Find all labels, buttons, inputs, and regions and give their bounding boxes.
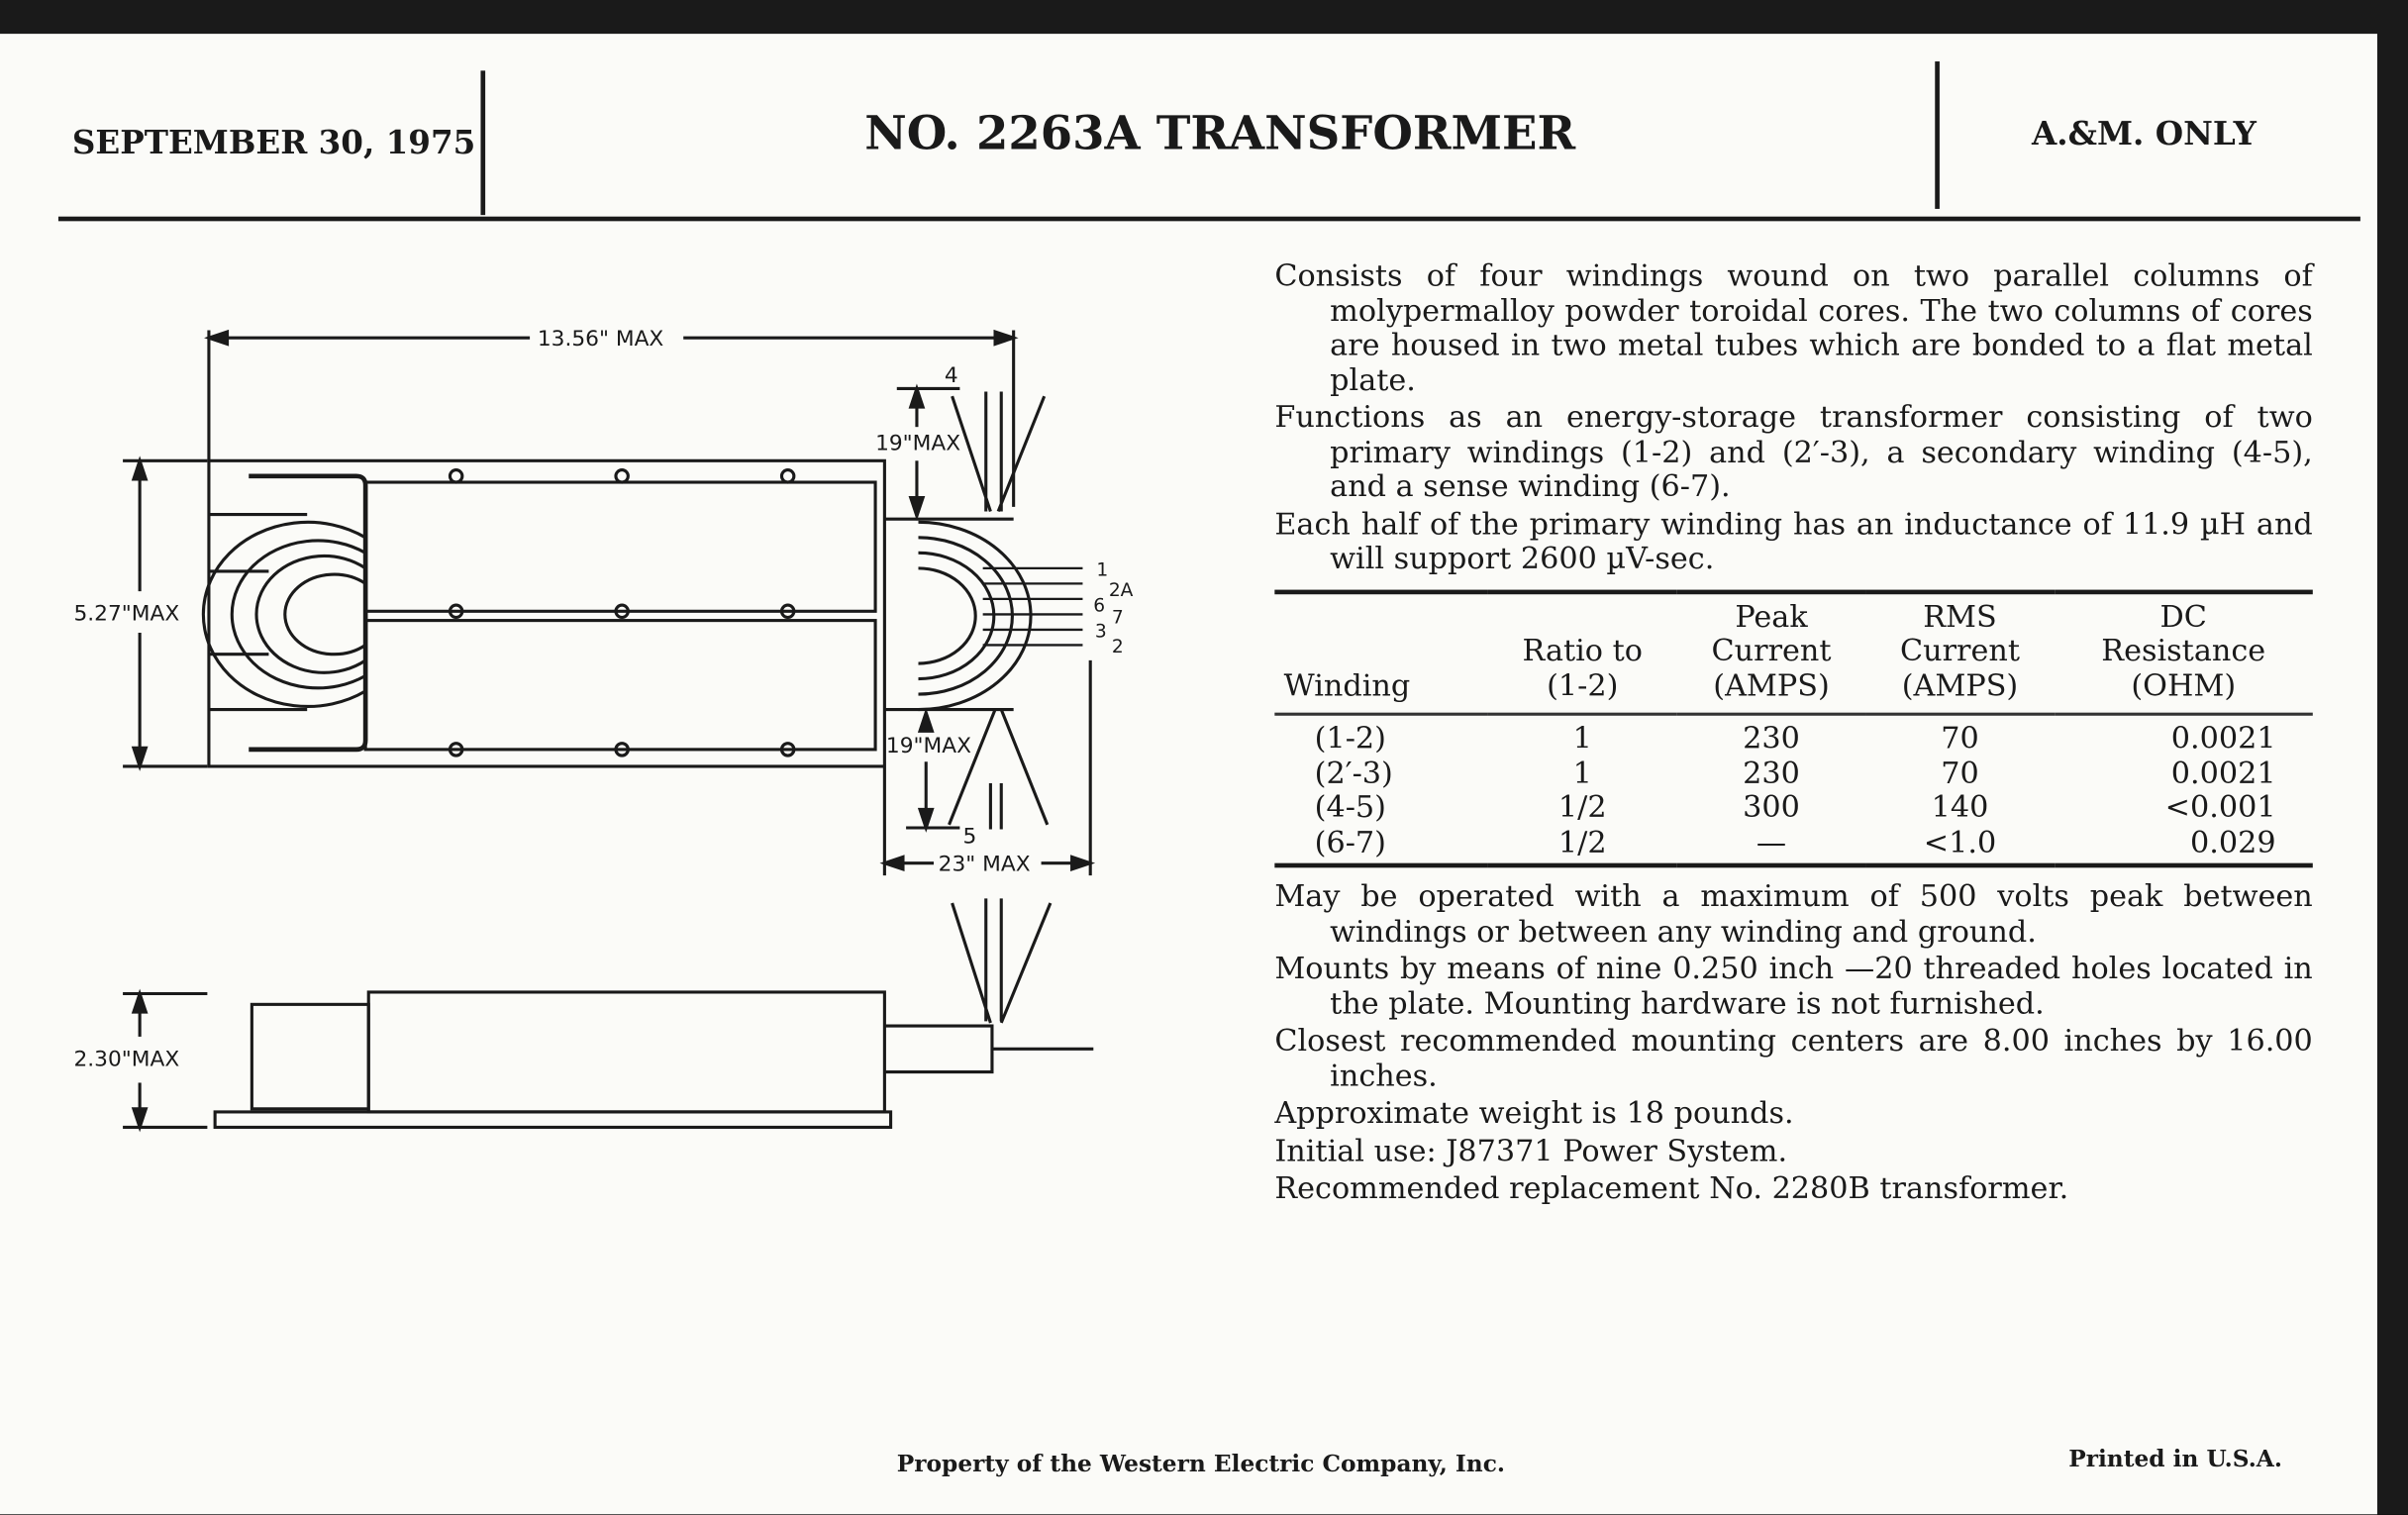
height-dimension: 2.30"MAX [73, 1047, 180, 1072]
terminal-label: 7 [1111, 607, 1124, 629]
table-cell: 140 [1931, 789, 1989, 825]
column-header: Peak Current (AMPS) [1677, 591, 1865, 714]
note-paragraph: Approximate weight is 18 pounds. [1274, 1094, 1794, 1131]
table-cell: 70 [1941, 720, 1979, 757]
table-cell: 0.0021 [2170, 755, 2276, 790]
terminal-label: 1 [1096, 559, 1109, 581]
terminal-label: 5 [962, 824, 977, 850]
terminal-label: 3 [1094, 621, 1107, 643]
restriction-label: A.&M. ONLY [2031, 113, 2257, 152]
page-title: NO. 2263A TRANSFORMER [864, 107, 1576, 161]
note-paragraph: Mounts by means of nine 0.250 inch —20 threaded holes located in the plate. Mounting hardware is not furnished. [1274, 951, 2313, 1021]
table-row [1274, 757, 2312, 791]
note-paragraph: Initial use: J87371 Power System. [1274, 1132, 1788, 1168]
table-row [1274, 791, 2312, 826]
table-header-row [1274, 591, 2312, 714]
length-dimension: 13.56" MAX [537, 326, 664, 352]
table-cell: 300 [1743, 789, 1800, 825]
winding-table [1274, 589, 2312, 868]
table-cell: — [1756, 824, 1787, 859]
table-cell: 1/2 [1557, 789, 1607, 825]
table-cell: 1/2 [1557, 824, 1607, 859]
description-paragraph: Each half of the primary winding has an inductance of 11.9 µH and will support 2600 µV-sec. [1274, 506, 2313, 576]
header-divider [1935, 61, 1940, 209]
description-paragraph: Functions as an energy-storage transformer consisting of two primary windings (1-2) and (2′-3), a secondary winding (4-5), and a sense winding (6-7). [1274, 399, 2313, 504]
table-cell: 0.029 [2189, 824, 2276, 859]
note-paragraph: Recommended replacement No. 2280B transformer. [1274, 1169, 2069, 1206]
column-header: Ratio to (1-2) [1488, 591, 1677, 714]
date: SEPTEMBER 30, 1975 [71, 123, 476, 161]
terminal-label: 6 [1093, 595, 1106, 617]
top-lead-dimension: 19"MAX [875, 431, 961, 456]
table-cell: 1 [1572, 720, 1592, 757]
note-paragraph: Closest recommended mounting centers are 8.00 inches by 16.00 inches. [1274, 1022, 2313, 1093]
bottom-lead-dimension: 19"MAX [885, 733, 971, 758]
transformer-drawing [0, 0, 1229, 1229]
description-paragraph: Consists of four windings wound on two parallel columns of molypermalloy powder toroidal cores. The two columns of cores are housed in two metal tubes which are bonded to a flat metal plate. [1274, 257, 2313, 397]
table-cell: 230 [1743, 720, 1800, 757]
column-header: DC Resistance (OHM) [2055, 591, 2313, 714]
table-cell: 0.0021 [2170, 720, 2276, 757]
table-cell: 1 [1572, 755, 1592, 790]
terminal-label: 2 [1111, 637, 1124, 658]
printed-notice: Printed in U.S.A. [2068, 1445, 2282, 1473]
table-cell: 230 [1743, 755, 1800, 790]
table-cell: (6-7) [1314, 824, 1386, 859]
terminal-label: 4 [944, 363, 958, 389]
table-cell: 70 [1941, 755, 1979, 790]
table-cell: (1-2) [1314, 720, 1386, 757]
lead-span-dimension: 23" MAX [938, 852, 1031, 877]
table-row [1274, 714, 2312, 757]
column-header: Winding [1274, 591, 1487, 714]
table-cell: <0.001 [2164, 789, 2276, 825]
terminal-label: 2A [1108, 579, 1134, 601]
column-header: RMS Current (AMPS) [1865, 591, 2054, 714]
property-notice: Property of the Western Electric Company, Inc. [896, 1450, 1506, 1478]
datasheet [0, 34, 2377, 1514]
table-cell: <1.0 [1923, 824, 1997, 859]
table-row [1274, 826, 2312, 865]
note-paragraph: May be operated with a maximum of 500 volts peak between windings or between any winding and ground. [1274, 878, 2313, 949]
table-cell: (4-5) [1314, 789, 1386, 825]
table-cell: (2′-3) [1314, 755, 1393, 790]
description-column [1274, 259, 2312, 1209]
width-dimension: 5.27"MAX [73, 601, 180, 627]
